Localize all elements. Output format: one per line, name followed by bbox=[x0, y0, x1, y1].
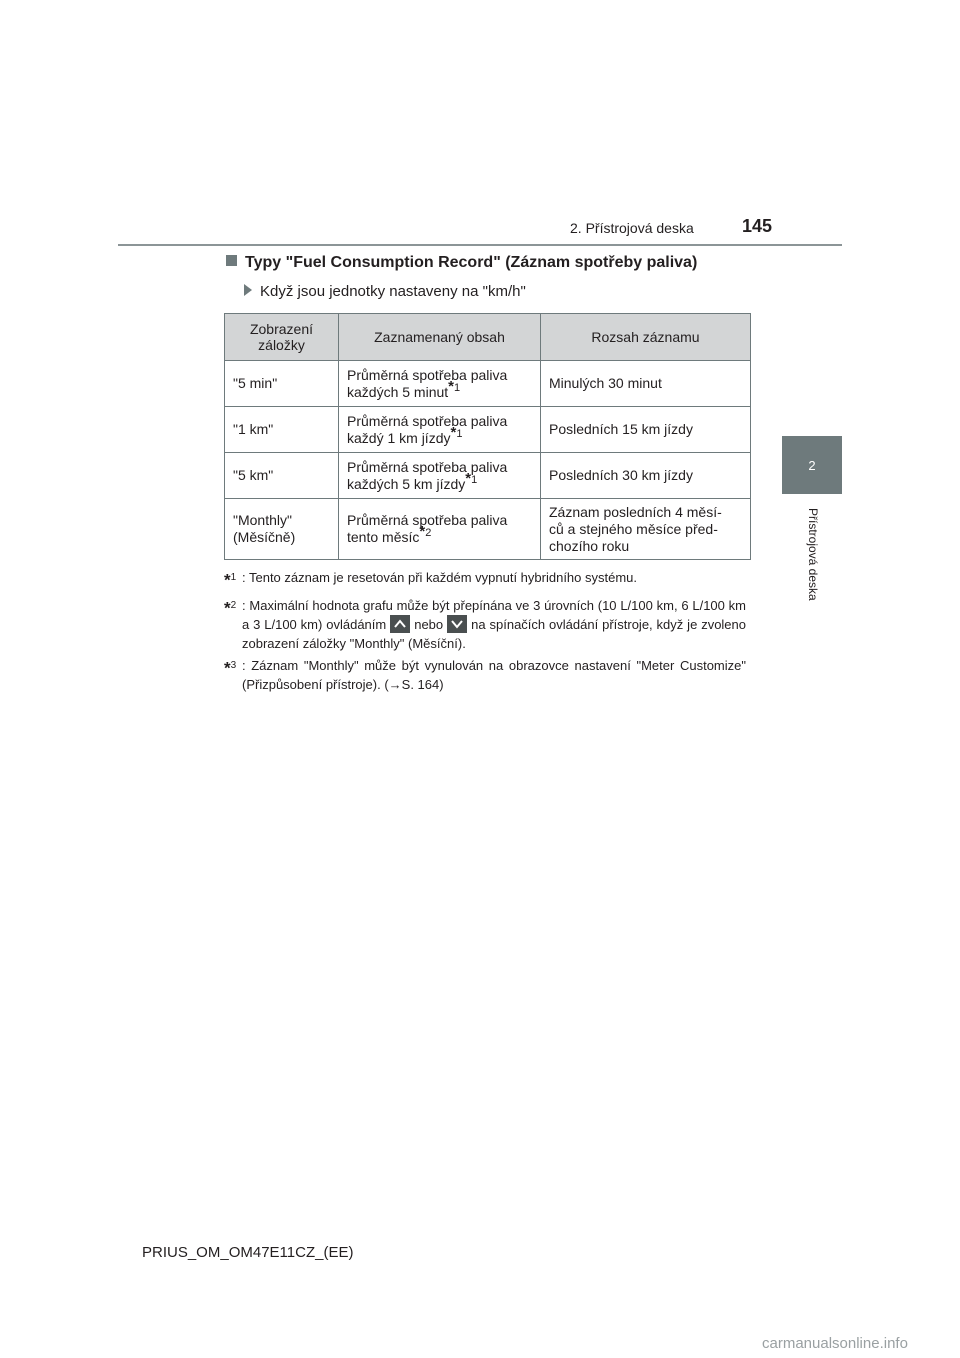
section-heading bbox=[226, 254, 697, 272]
content-line: každých 5 minut bbox=[347, 383, 449, 400]
fuel-record-table bbox=[224, 313, 751, 560]
chevron-down-icon bbox=[447, 615, 467, 633]
content-line: tento měsíc bbox=[347, 529, 420, 545]
watermark: carmanualsonline.info bbox=[762, 1335, 908, 1352]
section-heading-text: Typy "Fuel Consumption Record" (Záznam spotřeby paliva) bbox=[245, 254, 698, 271]
sub-heading bbox=[244, 283, 526, 300]
chapter-number: 2 bbox=[808, 457, 816, 473]
content-cell bbox=[339, 407, 541, 453]
tab-line: "Monthly" bbox=[233, 512, 292, 528]
footnote-text-part: nebo bbox=[414, 617, 444, 632]
page-number: 145 bbox=[742, 216, 773, 236]
header-section-title: 2. Přístrojová deska bbox=[570, 220, 694, 236]
content-line: Průměrná spotřeba paliva bbox=[347, 458, 508, 475]
content-line: každých 5 km jízdy bbox=[347, 475, 466, 492]
range-line: chozího roku bbox=[549, 537, 630, 554]
footnote-ref: *1 bbox=[448, 377, 461, 395]
content-line: Průměrná spotřeba paliva bbox=[347, 366, 508, 383]
content-line: Průměrná spotřeba paliva bbox=[347, 412, 508, 429]
square-bullet-icon bbox=[226, 255, 237, 266]
column-header: Zaznamenaný obsah bbox=[339, 314, 541, 361]
table-row bbox=[225, 407, 751, 453]
footnote-2 bbox=[224, 596, 746, 653]
triangle-bullet-icon bbox=[244, 284, 252, 296]
footnote-text-part: : Maximální hodnota grafu může být přepínána ve 3 úrovních (10 L/100 km, 6 L/100 km a 3 L/100 km) ovládáním bbox=[242, 598, 746, 632]
content-line: každý 1 km jízdy bbox=[347, 429, 451, 446]
tab-cell bbox=[225, 499, 339, 560]
footnote-text-part: na spínačích ovládání přístroje, když je zvoleno zobrazení záložky "Monthly" (Měsíční). bbox=[242, 617, 746, 651]
footnote-1 bbox=[224, 568, 746, 590]
range-cell: Minulých 30 minut bbox=[541, 361, 751, 407]
footnote-text: : Tento záznam je resetován při každém vypnutí hybridního systému. bbox=[242, 570, 638, 585]
footnote-3 bbox=[224, 656, 746, 694]
content-cell bbox=[339, 361, 541, 407]
footnote-ref: *1 bbox=[450, 423, 463, 441]
footnote-marker: *$^2$ bbox=[224, 598, 237, 618]
footer-doc-code: PRIUS_OM_OM47E11CZ_(EE) bbox=[142, 1244, 354, 1261]
table-row bbox=[225, 453, 751, 499]
range-cell: Posledních 30 km jízdy bbox=[541, 453, 751, 499]
footnote-text bbox=[242, 596, 746, 653]
range-line: ců a stejného měsíce před- bbox=[549, 520, 718, 537]
footnote-ref: *2 bbox=[419, 523, 432, 541]
table-row bbox=[225, 361, 751, 407]
tab-cell: "1 km" bbox=[225, 407, 339, 453]
column-header: Rozsah záznamu bbox=[541, 314, 751, 361]
table-header-row bbox=[225, 314, 751, 361]
content-cell bbox=[339, 499, 541, 560]
column-header: Zobrazení záložky bbox=[225, 314, 339, 361]
content-line: Průměrná spotřeba paliva bbox=[347, 512, 508, 528]
chevron-up-icon bbox=[390, 615, 410, 633]
tab-cell: "5 km" bbox=[225, 453, 339, 499]
chapter-title-vertical: Přístrojová deska bbox=[806, 508, 820, 601]
footnote-ref: *1 bbox=[465, 469, 478, 487]
sub-heading-text: Když jsou jednotky nastaveny na "km/h" bbox=[260, 283, 526, 300]
footnote-marker: *$^3$ bbox=[224, 658, 237, 678]
tab-cell: "5 min" bbox=[225, 361, 339, 407]
range-cell: Posledních 15 km jízdy bbox=[541, 407, 751, 453]
content-cell bbox=[339, 453, 541, 499]
tab-line: (Měsíčně) bbox=[233, 529, 296, 545]
footnote-marker: *$^1$ bbox=[224, 570, 237, 590]
range-cell bbox=[541, 499, 751, 560]
range-line: Záznam posledních 4 měsí- bbox=[549, 503, 722, 520]
header-divider bbox=[118, 244, 842, 246]
chapter-tab bbox=[782, 436, 842, 494]
table-row bbox=[225, 499, 751, 560]
footnote-text: : Záznam "Monthly" může být vynulován na obrazovce nastavení "Meter Customize" (Přizpůsobení přístroje). (→S. 164) bbox=[242, 658, 746, 692]
